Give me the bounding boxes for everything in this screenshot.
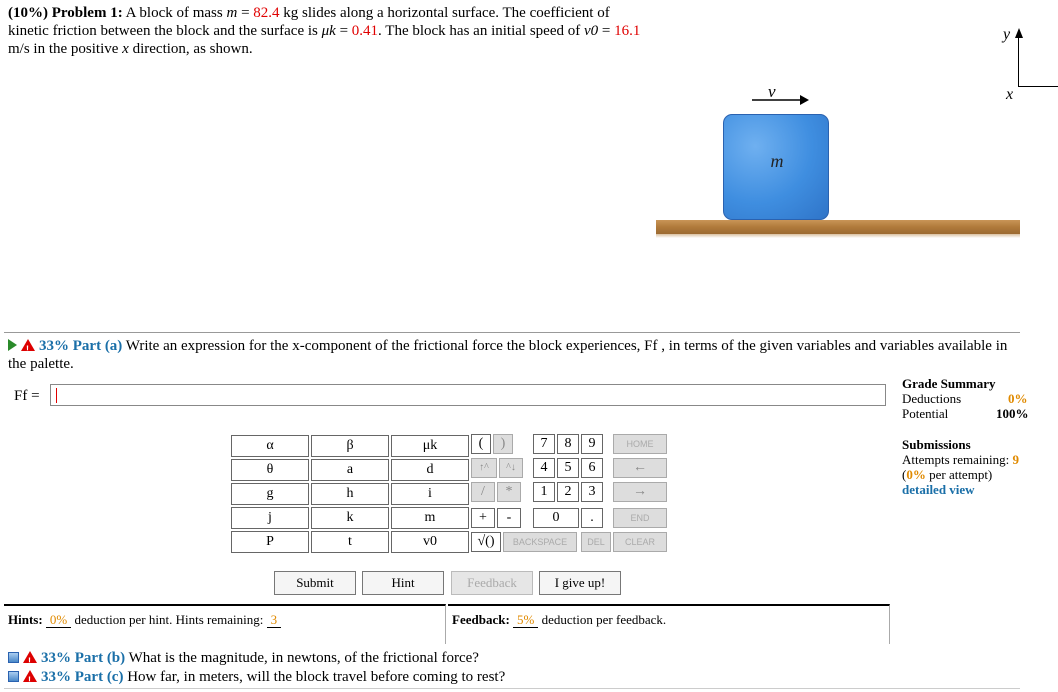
key-up[interactable]: ↑^ xyxy=(471,458,497,478)
problem-heading: (10%) Problem 1: xyxy=(8,5,123,21)
key-5[interactable]: 5 xyxy=(557,458,579,478)
warning-icon xyxy=(21,339,35,351)
key-2[interactable]: 2 xyxy=(557,482,579,502)
palette-m[interactable]: m xyxy=(391,507,469,529)
v0-value: 16.1 xyxy=(614,23,641,39)
velocity-arrow-icon xyxy=(750,94,810,106)
floor-surface xyxy=(656,220,1020,234)
answer-input[interactable] xyxy=(50,384,886,406)
key-sqrt[interactable]: √() xyxy=(471,532,501,552)
key-plus[interactable]: + xyxy=(471,508,495,528)
answer-label: Ff = xyxy=(14,388,40,404)
warning-icon xyxy=(23,670,37,682)
palette-alpha[interactable]: α xyxy=(231,435,309,457)
axis-y-label: y xyxy=(1003,26,1011,43)
part-c-row[interactable] xyxy=(8,668,505,686)
palette-k[interactable]: k xyxy=(311,507,389,529)
key-3[interactable]: 3 xyxy=(581,482,603,502)
grade-summary-title: Grade Summary xyxy=(902,376,996,391)
key-dot[interactable]: . xyxy=(581,508,603,528)
text-caret xyxy=(56,388,57,403)
key-divide[interactable]: / xyxy=(471,482,495,502)
axis-x xyxy=(1018,86,1058,87)
key-clear[interactable]: CLEAR xyxy=(613,532,667,552)
part-a-title: 33% Part (a) xyxy=(39,338,123,354)
feedback-deduction: 5% xyxy=(513,612,538,628)
key-right[interactable]: → xyxy=(613,482,667,502)
part-b-question: What is the magnitude, in newtons, of the frictional force? xyxy=(128,650,479,666)
axis-y xyxy=(1018,34,1019,86)
key-9[interactable]: 9 xyxy=(581,434,603,454)
key-open-paren[interactable]: ( xyxy=(471,434,491,454)
mu-value: 0.41 xyxy=(351,23,379,39)
part-a-question: Write an expression for the x-component of the frictional force the block experiences, Ff , in terms of the given variables and variables available in the palette. xyxy=(8,338,1008,372)
palette-t[interactable]: t xyxy=(311,531,389,553)
grade-summary: Grade Summary Deductions 0% Potential 100% Submissions Attempts remaining: 9 (0% per attempt) detailed view xyxy=(902,376,1029,497)
part-c-title: 33% Part (c) xyxy=(41,669,124,685)
hints-panel: Hints: 0% deduction per hint. Hints remaining: 3 xyxy=(4,604,446,644)
palette-h[interactable]: h xyxy=(311,483,389,505)
key-6[interactable]: 6 xyxy=(581,458,603,478)
detailed-view-link[interactable]: detailed view xyxy=(902,482,975,497)
give-up-button[interactable]: I give up! xyxy=(539,571,621,595)
key-end[interactable]: END xyxy=(613,508,667,528)
key-8[interactable]: 8 xyxy=(557,434,579,454)
bottom-divider xyxy=(4,688,1020,689)
key-home[interactable]: HOME xyxy=(613,434,667,454)
key-down[interactable]: ^↓ xyxy=(499,458,523,478)
axis-y-arrow-icon xyxy=(1012,28,1026,40)
palette-mu-k[interactable]: μk xyxy=(391,435,469,457)
palette-j[interactable]: j xyxy=(231,507,309,529)
palette-v0[interactable]: v0 xyxy=(391,531,469,553)
key-0[interactable]: 0 xyxy=(533,508,579,528)
velocity-label: v xyxy=(768,82,776,101)
part-a-section xyxy=(4,332,1020,373)
block-label: m xyxy=(770,151,784,171)
hint-button[interactable]: Hint xyxy=(362,571,444,595)
variable-palette xyxy=(229,433,471,555)
part-c-question: How far, in meters, will the block travel before coming to rest? xyxy=(127,669,506,685)
palette-g[interactable]: g xyxy=(231,483,309,505)
play-icon[interactable] xyxy=(8,339,17,351)
feedback-panel: Feedback: 5% deduction per feedback. xyxy=(448,604,890,644)
part-b-title: 33% Part (b) xyxy=(41,650,126,666)
warning-icon xyxy=(23,651,37,663)
expand-icon[interactable] xyxy=(8,652,19,663)
palette-d[interactable]: d xyxy=(391,459,469,481)
palette-a[interactable]: a xyxy=(311,459,389,481)
palette-beta[interactable]: β xyxy=(311,435,389,457)
deductions-value: 0% xyxy=(1008,391,1028,406)
palette-p[interactable]: P xyxy=(231,531,309,553)
expand-icon[interactable] xyxy=(8,671,19,682)
key-multiply[interactable]: * xyxy=(497,482,521,502)
axis-x-label: x xyxy=(1006,86,1014,103)
key-del[interactable]: DEL xyxy=(581,532,611,552)
problem-figure xyxy=(640,20,1020,250)
problem-statement: (10%) Problem 1: A block of mass m = 82.4 kg slides along a horizontal surface. The coefficient of kinetic friction between the block and the surface is μk = 0.41. The block has an initial speed of v0 = 16.1 m/s in the positive x direction, as shown. xyxy=(8,5,641,57)
attempts-remaining: 9 xyxy=(1012,452,1019,467)
palette-i[interactable]: i xyxy=(391,483,469,505)
potential-value: 100% xyxy=(996,406,1029,421)
feedback-button[interactable]: Feedback xyxy=(451,571,533,595)
key-close-paren[interactable]: ) xyxy=(493,434,513,454)
palette-theta[interactable]: θ xyxy=(231,459,309,481)
submissions-title: Submissions xyxy=(902,437,971,452)
block xyxy=(723,114,829,220)
key-1[interactable]: 1 xyxy=(533,482,555,502)
part-b-row[interactable] xyxy=(8,649,479,667)
floor-shadow xyxy=(656,234,1020,238)
key-backspace[interactable]: BACKSPACE xyxy=(503,532,577,552)
key-minus[interactable]: - xyxy=(497,508,521,528)
hints-remaining: 3 xyxy=(267,612,282,628)
submit-button[interactable]: Submit xyxy=(274,571,356,595)
key-4[interactable]: 4 xyxy=(533,458,555,478)
key-left[interactable]: ← xyxy=(613,458,667,478)
hint-deduction: 0% xyxy=(46,612,71,628)
key-7[interactable]: 7 xyxy=(533,434,555,454)
mass-value: 82.4 xyxy=(253,5,280,21)
